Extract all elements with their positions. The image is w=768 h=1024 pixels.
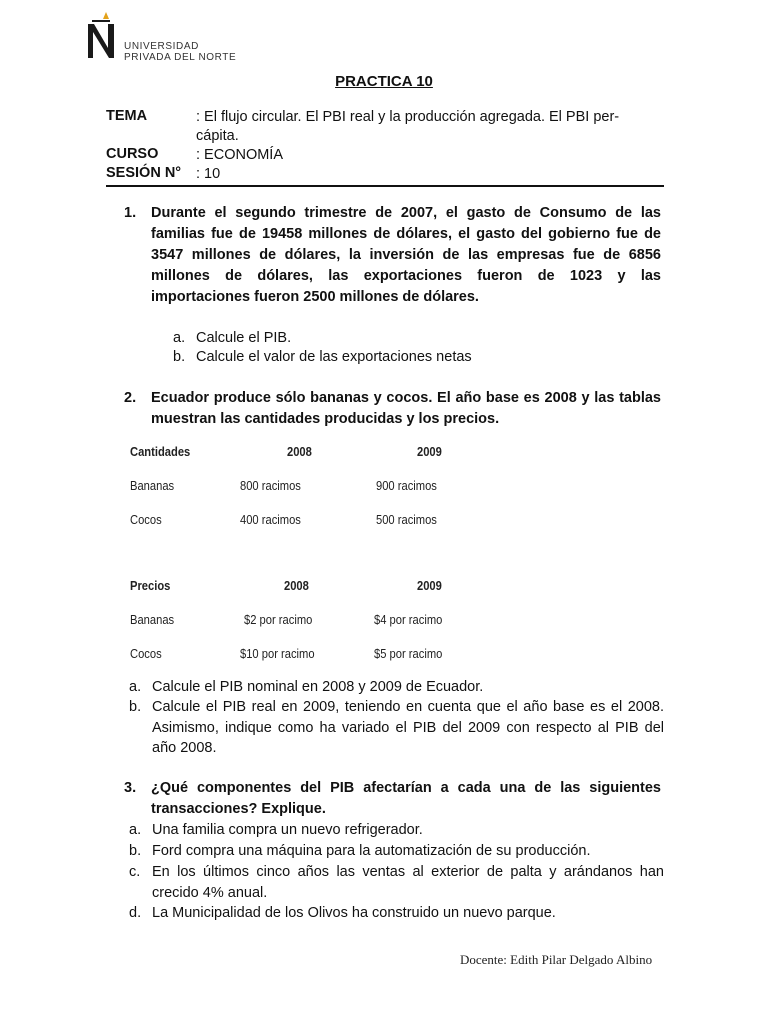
q3-a-letter: a. bbox=[129, 822, 142, 838]
table-header: 2009 bbox=[417, 444, 442, 459]
tema-value: : El flujo circular. El PBI real y la producción agregada. El PBI per-cápita. bbox=[196, 109, 620, 144]
q3-b-text: Ford compra una máquina para la automatización de su producción. bbox=[152, 843, 591, 859]
sesion-label: SESIÓN N° bbox=[106, 165, 182, 181]
table-cell: $4 por racimo bbox=[374, 612, 443, 627]
q2-b-letter: b. bbox=[129, 699, 142, 715]
q2-number: 2. bbox=[124, 390, 137, 406]
table-header: 2008 bbox=[284, 578, 309, 593]
table-cell: Bananas bbox=[130, 612, 175, 627]
q3-d-text: La Municipalidad de los Olivos ha construido un nuevo parque. bbox=[152, 905, 556, 921]
table-header: Precios bbox=[130, 578, 171, 593]
tema-label: TEMA bbox=[106, 108, 148, 124]
table-cell: $5 por racimo bbox=[374, 646, 443, 661]
logo-line-2: PRIVADA DEL NORTE bbox=[124, 52, 237, 63]
table-cell: 400 racimos bbox=[240, 512, 301, 527]
teacher-signature: Docente: Edith Pilar Delgado Albino bbox=[460, 952, 653, 967]
q1-text: Durante el segundo trimestre de 2007, el gasto de Consumo de las familias fue de 19458 millones de dólares, el gasto del gobierno fue de 3547 millones de dólares, la inversión de las empresas fue de 6856 millones de dólares, las exportaciones fueron de 1023 y las importaciones fueron 2500 millones de dólares. bbox=[151, 205, 661, 305]
table-header: 2009 bbox=[417, 578, 442, 593]
table-cell: $10 por racimo bbox=[240, 646, 315, 661]
table-cell: 800 racimos bbox=[240, 478, 301, 493]
q3-number: 3. bbox=[124, 780, 137, 796]
q1-a-text: Calcule el PIB. bbox=[196, 330, 292, 346]
curso-value: : ECONOMÍA bbox=[196, 147, 284, 163]
table-cell: Cocos bbox=[130, 512, 162, 527]
logo-line-1: UNIVERSIDAD bbox=[124, 41, 199, 52]
q3-text: ¿Qué componentes del PIB afectarían a cada una de las siguientes transacciones? Explique. bbox=[151, 780, 661, 817]
q2-b-text: Calcule el PIB real en 2009, teniendo en cuenta que el año base es el 2008. Asimismo, indique como ha variado el PIB del 2009 con respecto al PIB del año 2008. bbox=[152, 699, 664, 756]
table-cell: 500 racimos bbox=[376, 512, 437, 527]
table-cell: $2 por racimo bbox=[244, 612, 313, 627]
q3-c-text: En los últimos cinco años las ventas al exterior de palta y arándanos han crecido 4% anual. bbox=[152, 864, 664, 901]
university-logo-icon bbox=[84, 12, 118, 60]
q3-b-letter: b. bbox=[129, 843, 142, 859]
table-cell: 900 racimos bbox=[376, 478, 437, 493]
q1-a-letter: a. bbox=[173, 330, 186, 346]
curso-label: CURSO bbox=[106, 146, 159, 162]
q1-b-text: Calcule el valor de las exportaciones netas bbox=[196, 349, 472, 365]
q3-d-letter: d. bbox=[129, 905, 142, 921]
table-cell: Bananas bbox=[130, 478, 175, 493]
table-cell: Cocos bbox=[130, 646, 162, 661]
table-header: 2008 bbox=[287, 444, 312, 459]
table-header: Cantidades bbox=[130, 444, 191, 459]
university-name bbox=[124, 41, 236, 63]
q1-number: 1. bbox=[124, 205, 137, 221]
page-title: PRACTICA 10 bbox=[335, 73, 433, 90]
q3-c-letter: c. bbox=[129, 864, 141, 880]
q3-a-text: Una familia compra un nuevo refrigerador. bbox=[152, 822, 423, 838]
header-divider bbox=[106, 185, 664, 187]
q2-a-text: Calcule el PIB nominal en 2008 y 2009 de Ecuador. bbox=[152, 679, 484, 695]
q2-a-letter: a. bbox=[129, 679, 142, 695]
sesion-value: : 10 bbox=[196, 166, 221, 182]
q1-b-letter: b. bbox=[173, 349, 186, 365]
q2-text: Ecuador produce sólo bananas y cocos. El año base es 2008 y las tablas muestran las cantidades producidas y los precios. bbox=[151, 390, 661, 427]
